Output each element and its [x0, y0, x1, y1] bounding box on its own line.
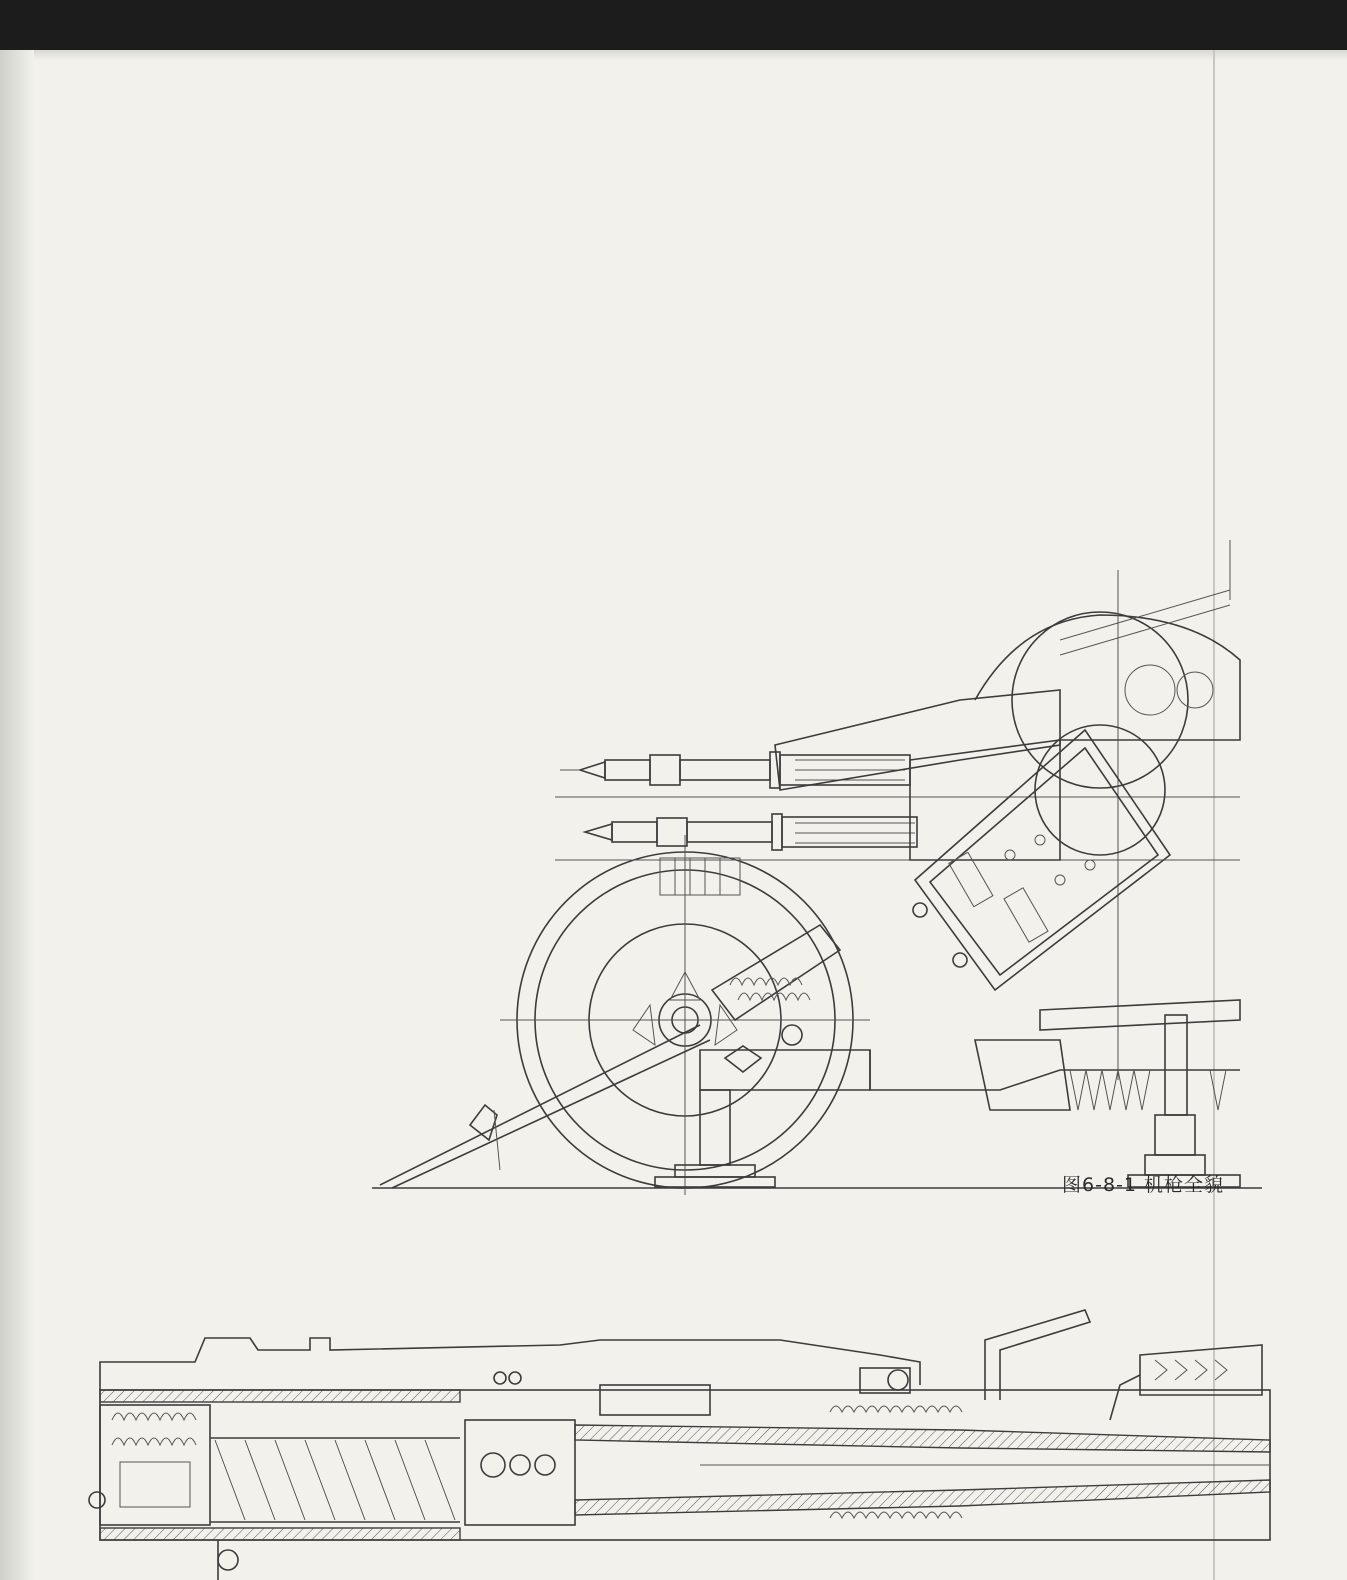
trail-leg	[380, 1025, 710, 1188]
rear-body	[870, 540, 1240, 1187]
lower-barrel	[585, 814, 917, 850]
figure-caption: 图6-8-1 机枪全貌	[1062, 1174, 1225, 1196]
front-jack	[655, 1025, 870, 1187]
spring-assembly	[712, 925, 840, 1020]
wheel	[500, 835, 870, 1195]
receiver-section-drawing	[89, 1310, 1270, 1580]
carriage-drawing	[372, 540, 1262, 1195]
upper-barrel	[560, 752, 910, 788]
